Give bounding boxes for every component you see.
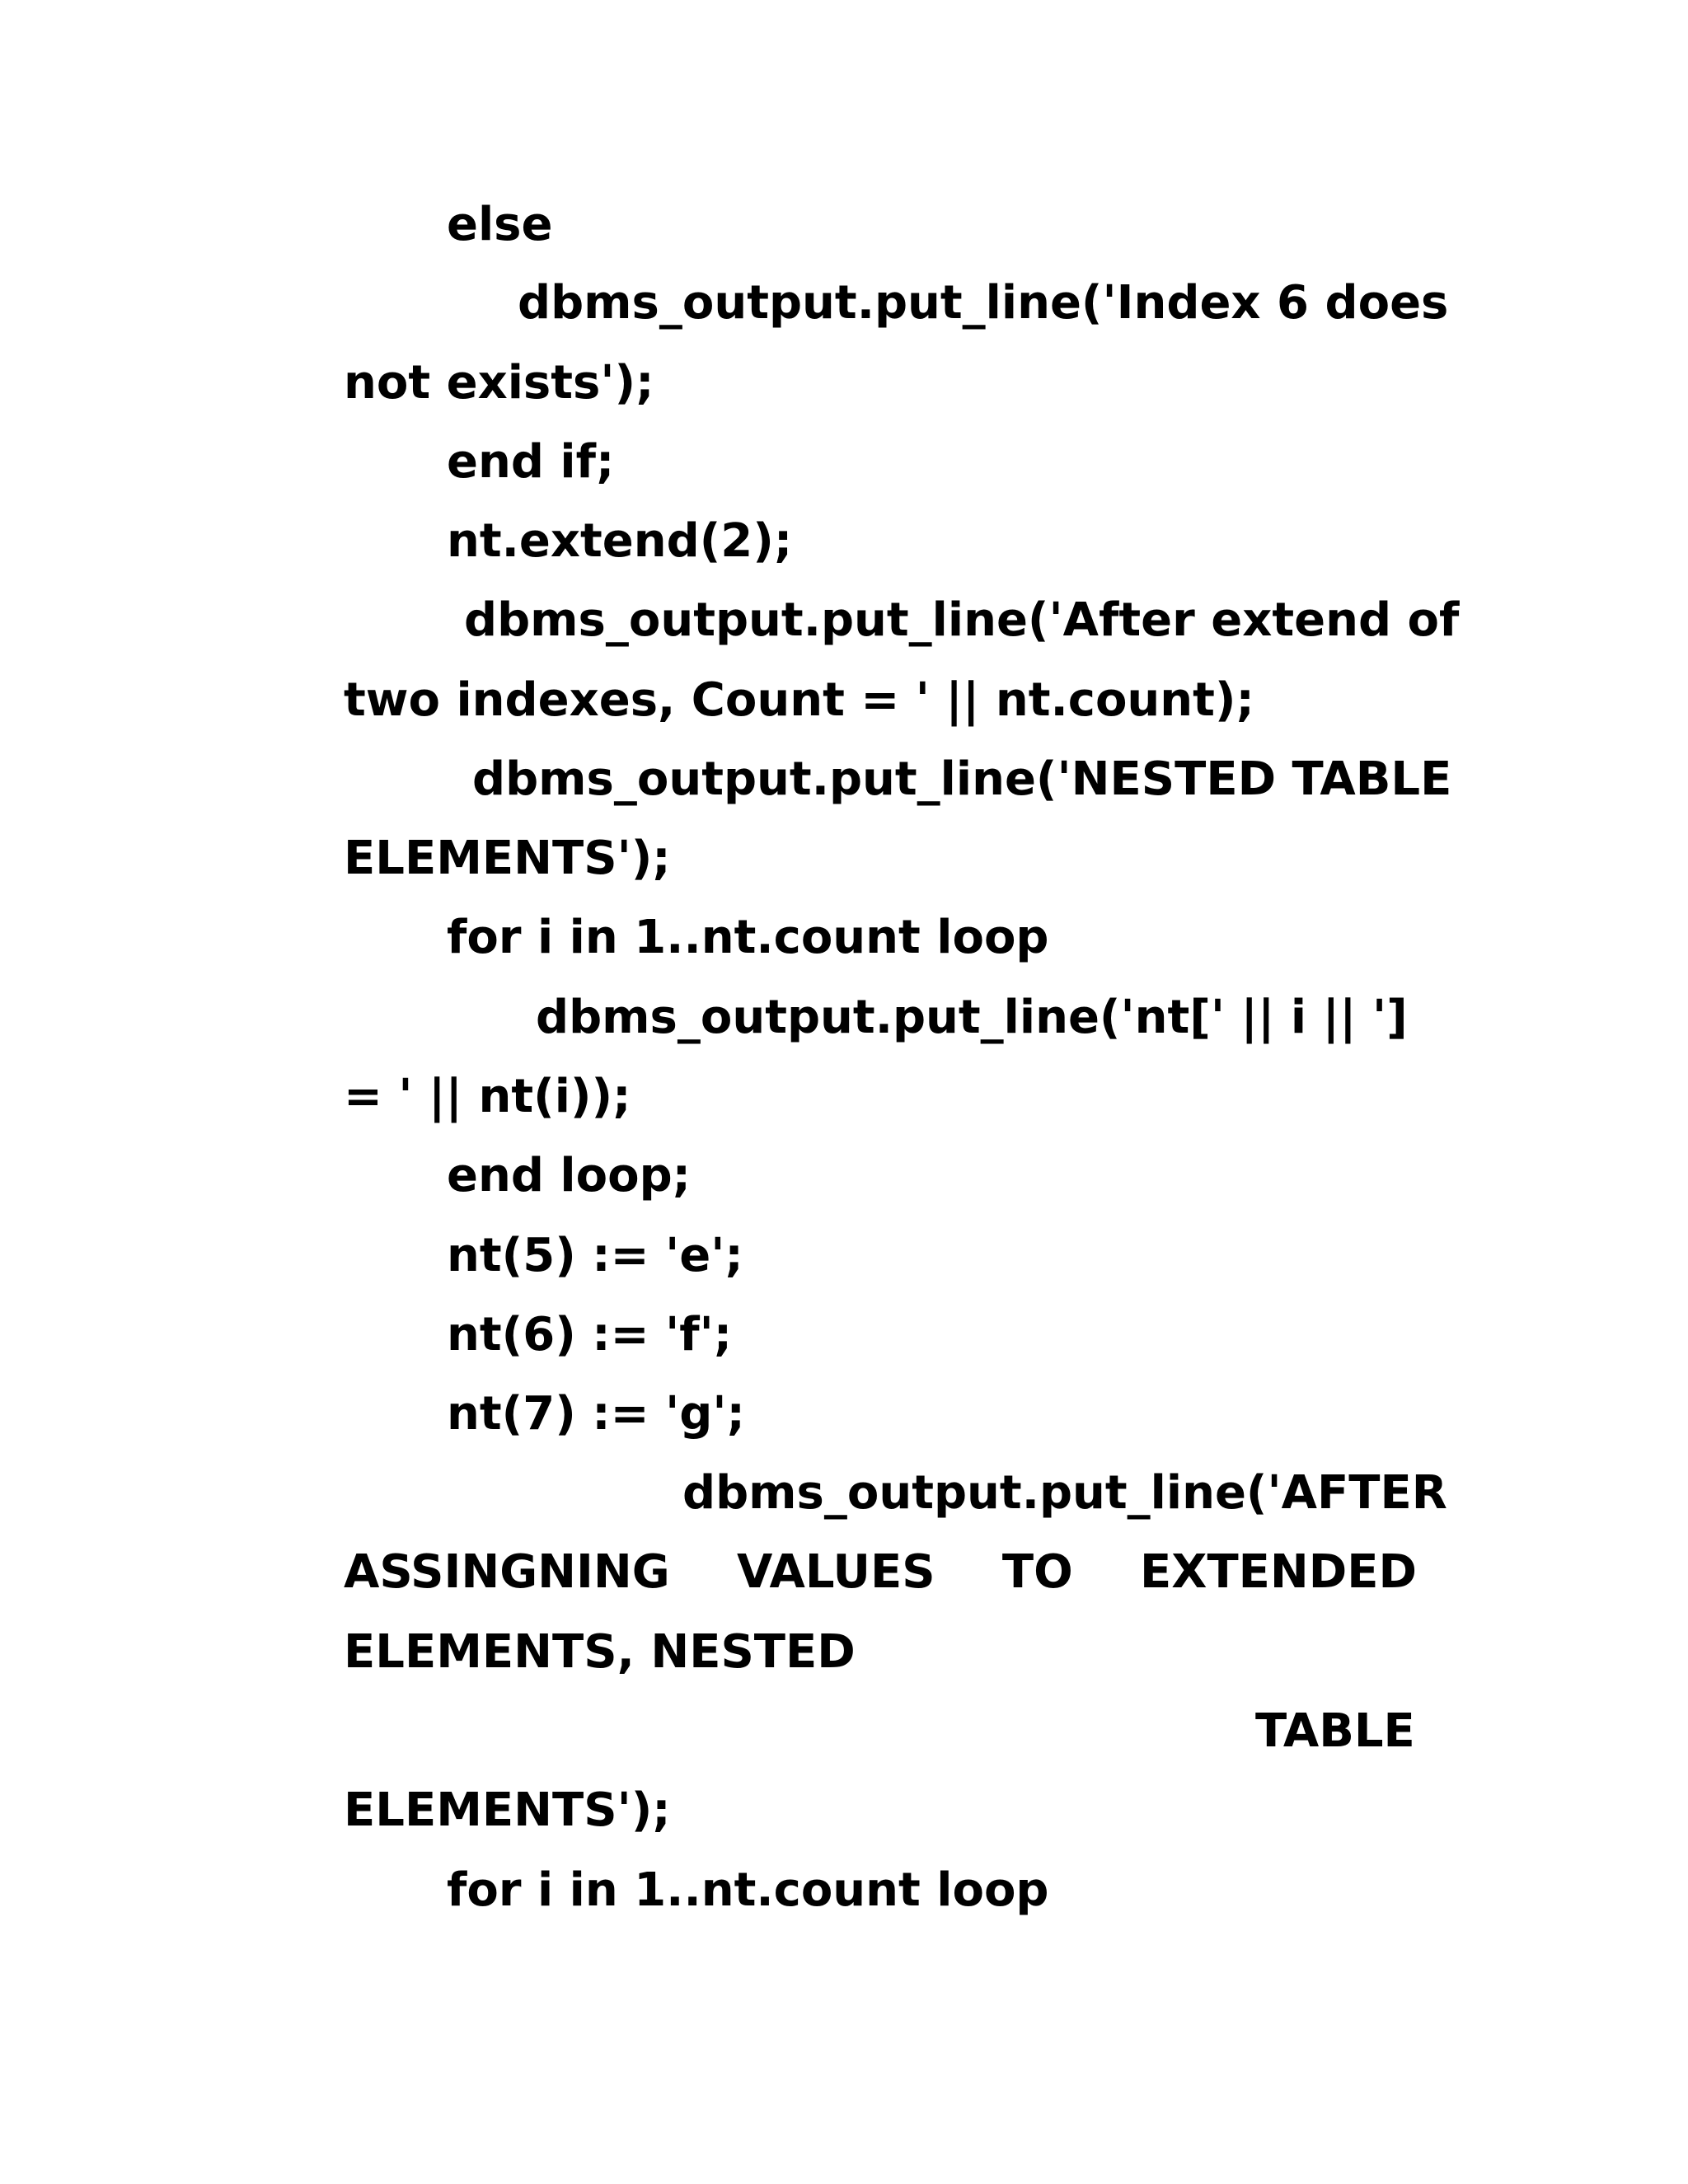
code-line-for-loop-2: for i in 1..nt.count loop (447, 1863, 1049, 1917)
code-line-put-line-nested-table: dbms_output.put_line('NESTED TABLE (472, 752, 1452, 806)
code-line-put-line-index6: dbms_output.put_line('Index 6 does (518, 276, 1449, 330)
code-line-nt-extend: nt.extend(2); (447, 514, 793, 568)
code-line-nt5-assign: nt(5) := 'e'; (447, 1229, 743, 1282)
code-line-elements-2: ELEMENTS'); (344, 1783, 671, 1837)
code-line-elements-1: ELEMENTS'); (344, 832, 671, 885)
code-line-put-line-after-extend: dbms_output.put_line('After extend of (464, 593, 1460, 647)
code-line-two-indexes: two indexes, Count = ' || nt.count); (344, 673, 1254, 727)
code-line-elements-nested: ELEMENTS, NESTED (344, 1625, 856, 1679)
code-line-table: TABLE (1255, 1704, 1415, 1758)
code-line-nt7-assign: nt(7) := 'g'; (447, 1387, 745, 1441)
code-line-put-line-nt-index: dbms_output.put_line('nt[' || i || '] (536, 991, 1408, 1044)
code-line-assigning-values: ASSINGNING VALUES TO EXTENDED (344, 1545, 1417, 1599)
code-line-nt6-assign: nt(6) := 'f'; (447, 1308, 733, 1361)
code-line-else: else (447, 198, 553, 251)
code-line-put-line-after: dbms_output.put_line('AFTER (682, 1466, 1447, 1520)
code-line-nt-value: = ' || nt(i)); (344, 1070, 631, 1123)
code-line-end-if: end if; (447, 435, 615, 489)
code-line-end-loop: end loop; (447, 1149, 692, 1202)
code-line-for-loop-1: for i in 1..nt.count loop (447, 911, 1049, 964)
code-line-not-exists: not exists'); (344, 356, 654, 410)
